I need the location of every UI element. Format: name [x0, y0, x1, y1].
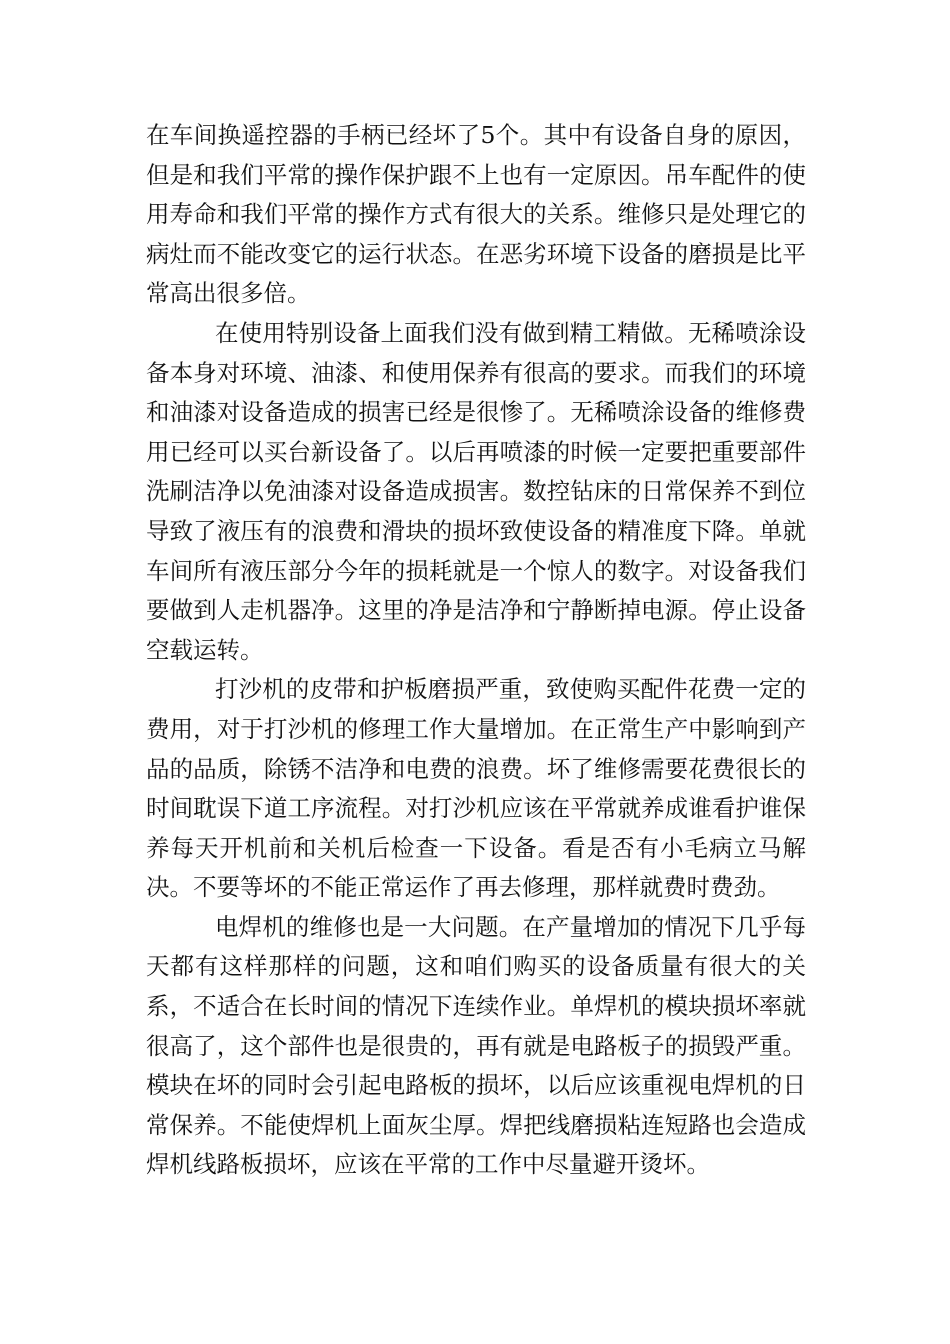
paragraph-spraying-equipment: 在使用特别设备上面我们没有做到精工精做。无稀喷涂设备本身对环境、油漆、和使用保养有很高的要求。而我们的环境和油漆对设备造成的损害已经是很惨了。无稀喷涂设备的维修费用已经可以买台新设备了。以后再喷漆的时候一定要把重要部件洗刷洁净以免油漆对设备造成损害。数控钻床的日常保养不到位导致了液压有的浪费和滑块的损坏致使设备的精准度下降。单就车间所有液压部分今年的损耗就是一个惊人的数字。对设备我们要做到人走机器净。这里的净是洁净和宁静断掉电源。停止设备空载运转。 [146, 318, 806, 664]
paragraph-sandblaster: 打沙机的皮带和护板磨损严重，致使购买配件花费一定的费用，对于打沙机的修理工作大量增加。在正常生产中影响到产品的品质，除锈不洁净和电费的浪费。坏了维修需要花费很长的时间耽误下道工序流程。对打沙机应该在平常就养成谁看护谁保养每天开机前和关机后检查一下设备。看是否有小毛病立马解决。不要等坏的不能正常运作了再去修理，那样就费时费劲。 [146, 675, 806, 902]
paragraph-welding-machine: 电焊机的维修也是一大问题。在产量增加的情况下几乎每天都有这样那样的问题，这和咱们购买的设备质量有很大的关系，不适合在长时间的情况下连续作业。单焊机的模块损坏率就很高了，这个部件也是很贵的，再有就是电路板子的损毁严重。模块在坏的同时会引起电路板的损坏，以后应该重视电焊机的日常保养。不能使焊机上面灰尘厚。焊把线磨损粘连短路也会造成焊机线路板损坏，应该在平常的工作中尽量避开烫坏。 [146, 912, 806, 1179]
paragraph-remote-control: 在车间换遥控器的手柄已经坏了5个。其中有设备自身的原因，但是和我们平常的操作保护跟不上也有一定原因。吊车配件的使用寿命和我们平常的操作方式有很大的关系。维修只是处理它的病灶而不能改变它的运行状态。在恶劣环境下设备的磨损是比平常高出很多倍。 [146, 121, 806, 308]
document-body [146, 116, 806, 1185]
